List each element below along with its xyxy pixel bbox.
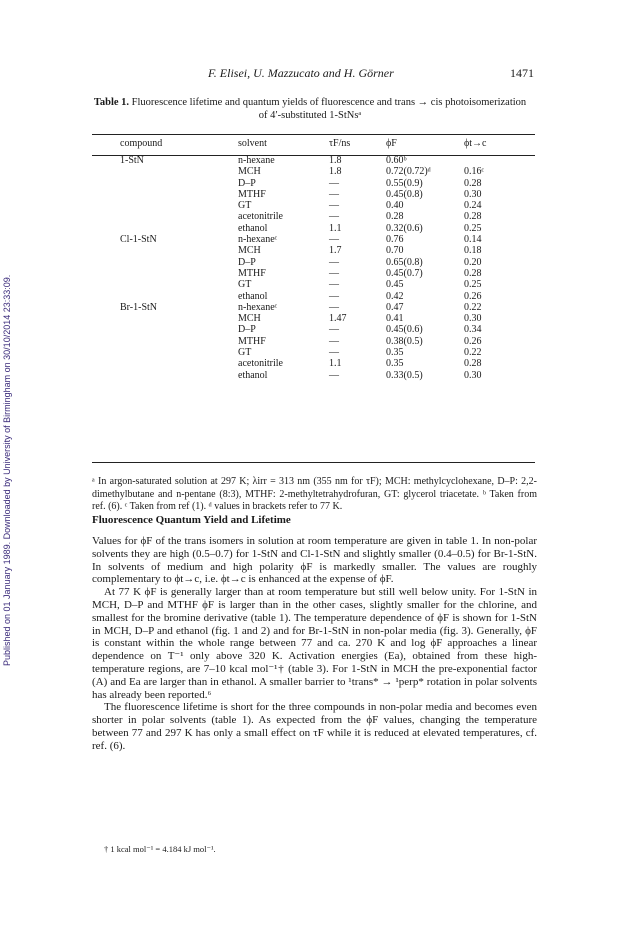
- cell-solvent: acetonitrile: [238, 358, 283, 370]
- cell-compound: [92, 291, 238, 302]
- cell-compound: [92, 347, 238, 358]
- table-footnote: ᵃ In argon-saturated solution at 297 K; λirr = 313 nm (355 nm for τF); MCH: methylcyclohexane, D–P: 2,2-dimethylbutane and n-pentane (8:3), MTHF: 2-methyltetrahydrofuran, GT: glycerol triacetate. ᵇ Taken from ref. (6). ᶜ Taken from ref (1). ᵈ values in brackets refer to 77 K.: [92, 476, 537, 512]
- cell-solvent: ethanol: [238, 222, 268, 234]
- table-header-row: [92, 137, 535, 155]
- cell-phi-f: 0.70: [386, 245, 404, 257]
- cell-phi-f: 0.72(0.72)ᵈ: [386, 166, 431, 178]
- cell-phi-f: 0.42: [386, 290, 404, 302]
- table-row: [92, 245, 535, 256]
- data-table: [92, 137, 535, 381]
- table-row: [92, 291, 535, 302]
- cell-phi-f: 0.38(0.5): [386, 335, 423, 347]
- cell-phi-tc: 0.30: [464, 188, 482, 200]
- cell-phi-f: 0.55(0.9): [386, 177, 423, 189]
- table-caption: [92, 96, 528, 122]
- cell-phi-tc: 0.24: [464, 200, 482, 212]
- table-row: [92, 370, 535, 381]
- cell-lifetime: —: [329, 188, 339, 200]
- cell-phi-tc: 0.30: [464, 369, 482, 381]
- paragraph: Values for ϕF of the trans isomers in solution at room temperature are given in table 1. In non-polar solvents they are high (0.5–0.7) for 1-StN and Cl-1-StN and slightly smaller (0.4–0.5) for Br-1-StN. In solvents of medium and high polarity ϕF is markedly smaller. The values are roughly complementary to ϕt→c, i.e. ϕt→c is enhanced at the expense of ϕF.: [92, 535, 537, 586]
- table-row: [92, 189, 535, 200]
- cell-compound: [92, 166, 238, 177]
- cell-compound: [92, 324, 238, 335]
- cell-compound: [92, 313, 238, 324]
- table-row: [92, 257, 535, 268]
- table-row: [92, 358, 535, 369]
- col-header-solvent: solvent: [238, 138, 267, 149]
- cell-compound: Br-1-StN: [120, 301, 158, 313]
- cell-compound: [92, 178, 238, 189]
- cell-phi-tc: 0.26: [464, 290, 482, 302]
- cell-phi-f: 0.40: [386, 200, 404, 212]
- cell-solvent: MTHF: [238, 188, 266, 200]
- cell-solvent: MTHF: [238, 335, 266, 347]
- cell-phi-tc: 0.22: [464, 347, 482, 359]
- cell-phi-f: 0.35: [386, 358, 404, 370]
- cell-compound: [92, 358, 238, 369]
- table-row: [92, 268, 535, 279]
- table-row: [92, 279, 535, 290]
- cell-lifetime: 1.8: [329, 166, 342, 178]
- cell-solvent: D–P: [238, 324, 256, 336]
- col-header-lifetime: τF/ns: [329, 138, 351, 149]
- page-number: 1471: [510, 66, 534, 80]
- cell-phi-tc: 0.14: [464, 234, 482, 246]
- cell-solvent: n-hexaneᶜ: [238, 301, 278, 313]
- table-top-rule: [92, 134, 535, 135]
- table-row: [92, 155, 535, 166]
- cell-lifetime: —: [329, 347, 339, 359]
- cell-phi-tc: 0.34: [464, 324, 482, 336]
- cell-compound: [92, 268, 238, 279]
- cell-solvent: MCH: [238, 313, 261, 325]
- cell-lifetime: —: [329, 369, 339, 381]
- table-row: [92, 347, 535, 358]
- cell-phi-tc: 0.18: [464, 245, 482, 257]
- col-header-phi-tc: ϕt→c: [464, 138, 487, 149]
- cell-solvent: n-hexane: [238, 155, 275, 166]
- cell-lifetime: —: [329, 290, 339, 302]
- download-notice: Published on 01 January 1989. Downloaded by University of Birmingham on 30/10/2014 23:33:09.: [2, 274, 12, 666]
- table-row: [92, 178, 535, 189]
- cell-phi-tc: 0.25: [464, 222, 482, 234]
- cell-phi-f: 0.32(0.6): [386, 222, 423, 234]
- cell-phi-tc: 0.25: [464, 279, 482, 291]
- cell-phi-f: 0.28: [386, 211, 404, 223]
- cell-solvent: GT: [238, 279, 252, 291]
- cell-lifetime: —: [329, 335, 339, 347]
- cell-solvent: D–P: [238, 177, 256, 189]
- cell-phi-f: 0.35: [386, 347, 404, 359]
- cell-phi-tc: 0.20: [464, 256, 482, 268]
- cell-solvent: ethanol: [238, 369, 268, 381]
- cell-phi-f: 0.33(0.5): [386, 369, 423, 381]
- cell-lifetime: —: [329, 211, 339, 223]
- cell-solvent: MTHF: [238, 267, 266, 279]
- cell-phi-tc: 0.16ᶜ: [464, 166, 485, 178]
- cell-lifetime: 1.1: [329, 358, 342, 370]
- cell-phi-tc: [464, 155, 535, 166]
- cell-compound: [92, 189, 238, 200]
- page-footnote: † 1 kcal mol⁻¹ = 4.184 kJ mol⁻¹.: [104, 844, 216, 854]
- cell-compound: [92, 245, 238, 256]
- cell-phi-f: 0.47: [386, 301, 404, 313]
- cell-lifetime: 1.1: [329, 222, 342, 234]
- table-row: [92, 234, 535, 245]
- paragraph: The fluorescence lifetime is short for the three compounds in non-polar media and becomes even shorter in polar solvents (table 1). As expected from the ϕF values, changing the temperature between 77 and 297 K has only a small effect on τF while it is reduced at elevated temperatures, cf. ref. (6).: [92, 701, 537, 752]
- cell-phi-f: 0.45: [386, 279, 404, 291]
- cell-lifetime: —: [329, 234, 339, 246]
- cell-compound: [92, 211, 238, 222]
- table-row: [92, 302, 535, 313]
- cell-phi-f: 0.45(0.8): [386, 188, 423, 200]
- body-text: [92, 535, 537, 753]
- cell-phi-tc: 0.22: [464, 301, 482, 313]
- paragraph: At 77 K ϕF is generally larger than at room temperature but still well below unity. For 1-StN in MCH, D–P and MTHF ϕF is larger than in the other cases, slightly smaller for the chlorine, and smallest for the bromine derivative (table 1). The temperature dependence of ϕF is shown for 1-StN in MCH, D–P and ethanol (fig. 1 and 2) and for Br-1-StN in non-polar media (fig. 3). Generally, ϕF is constant within the whole range between 77 and ca. 270 K and log ϕF approaches a linear dependence on T⁻¹ only above 320 K. Activation energies (Ea), obtained from these high-temperature regions, are 7–10 kcal mol⁻¹† (table 3). For 1-StN in MCH the pre-exponential factor (A) and Ea are larger than in ethanol. A smaller barrier to ¹trans* → ¹perp* rotation in polar solvents has already been reported.⁶: [92, 586, 537, 701]
- table-row: [92, 200, 535, 211]
- cell-lifetime: —: [329, 324, 339, 336]
- cell-phi-tc: 0.28: [464, 177, 482, 189]
- table-row: [92, 313, 535, 324]
- cell-phi-f: 0.41: [386, 313, 404, 325]
- cell-phi-tc: 0.28: [464, 211, 482, 223]
- cell-lifetime: —: [329, 256, 339, 268]
- cell-lifetime: —: [329, 200, 339, 212]
- cell-solvent: ethanol: [238, 290, 268, 302]
- cell-phi-f: 0.45(0.6): [386, 324, 423, 336]
- cell-phi-f: 0.45(0.7): [386, 267, 423, 279]
- table-label: Table 1.: [93, 97, 130, 108]
- running-authors: F. Elisei, U. Mazzucato and H. Görner: [208, 66, 394, 80]
- col-header-compound: compound: [120, 138, 163, 149]
- cell-solvent: GT: [238, 200, 252, 212]
- cell-solvent: MCH: [238, 166, 261, 178]
- cell-compound: Cl-1-StN: [120, 234, 157, 246]
- cell-compound: 1-StN: [120, 155, 144, 166]
- table-row: [92, 223, 535, 234]
- cell-solvent: MCH: [238, 245, 261, 257]
- cell-solvent: GT: [238, 347, 252, 359]
- cell-phi-tc: 0.28: [464, 358, 482, 370]
- cell-phi-f: 0.65(0.8): [386, 256, 423, 268]
- cell-lifetime: —: [329, 301, 339, 313]
- section-title: Fluorescence Quantum Yield and Lifetime: [92, 514, 291, 526]
- cell-solvent: D–P: [238, 256, 256, 268]
- cell-phi-f: 0.60ᵇ: [386, 155, 407, 166]
- cell-compound: [92, 279, 238, 290]
- table-row: [92, 166, 535, 177]
- cell-compound: [92, 257, 238, 268]
- cell-lifetime: 1.7: [329, 245, 342, 257]
- cell-solvent: n-hexaneᶜ: [238, 234, 278, 246]
- cell-lifetime: —: [329, 279, 339, 291]
- cell-compound: [92, 370, 238, 381]
- cell-lifetime: 1.8: [329, 155, 342, 166]
- cell-phi-tc: 0.28: [464, 267, 482, 279]
- cell-phi-f: 0.76: [386, 234, 404, 246]
- table-bottom-rule: [92, 462, 535, 463]
- cell-compound: [92, 336, 238, 347]
- running-header: [0, 66, 624, 82]
- cell-lifetime: —: [329, 267, 339, 279]
- cell-compound: [92, 223, 238, 234]
- table-row: [92, 324, 535, 335]
- cell-compound: [92, 200, 238, 211]
- cell-lifetime: —: [329, 177, 339, 189]
- cell-lifetime: 1.47: [329, 313, 347, 325]
- col-header-phi-f: ϕF: [386, 138, 397, 149]
- table-row: [92, 336, 535, 347]
- table-caption-text: Fluorescence lifetime and quantum yields of fluorescence and trans → cis photoisomerization of 4′-substituted 1-StNsᵃ: [131, 97, 527, 121]
- cell-phi-tc: 0.30: [464, 313, 482, 325]
- cell-phi-tc: 0.26: [464, 335, 482, 347]
- table-row: [92, 211, 535, 222]
- cell-solvent: acetonitrile: [238, 211, 283, 223]
